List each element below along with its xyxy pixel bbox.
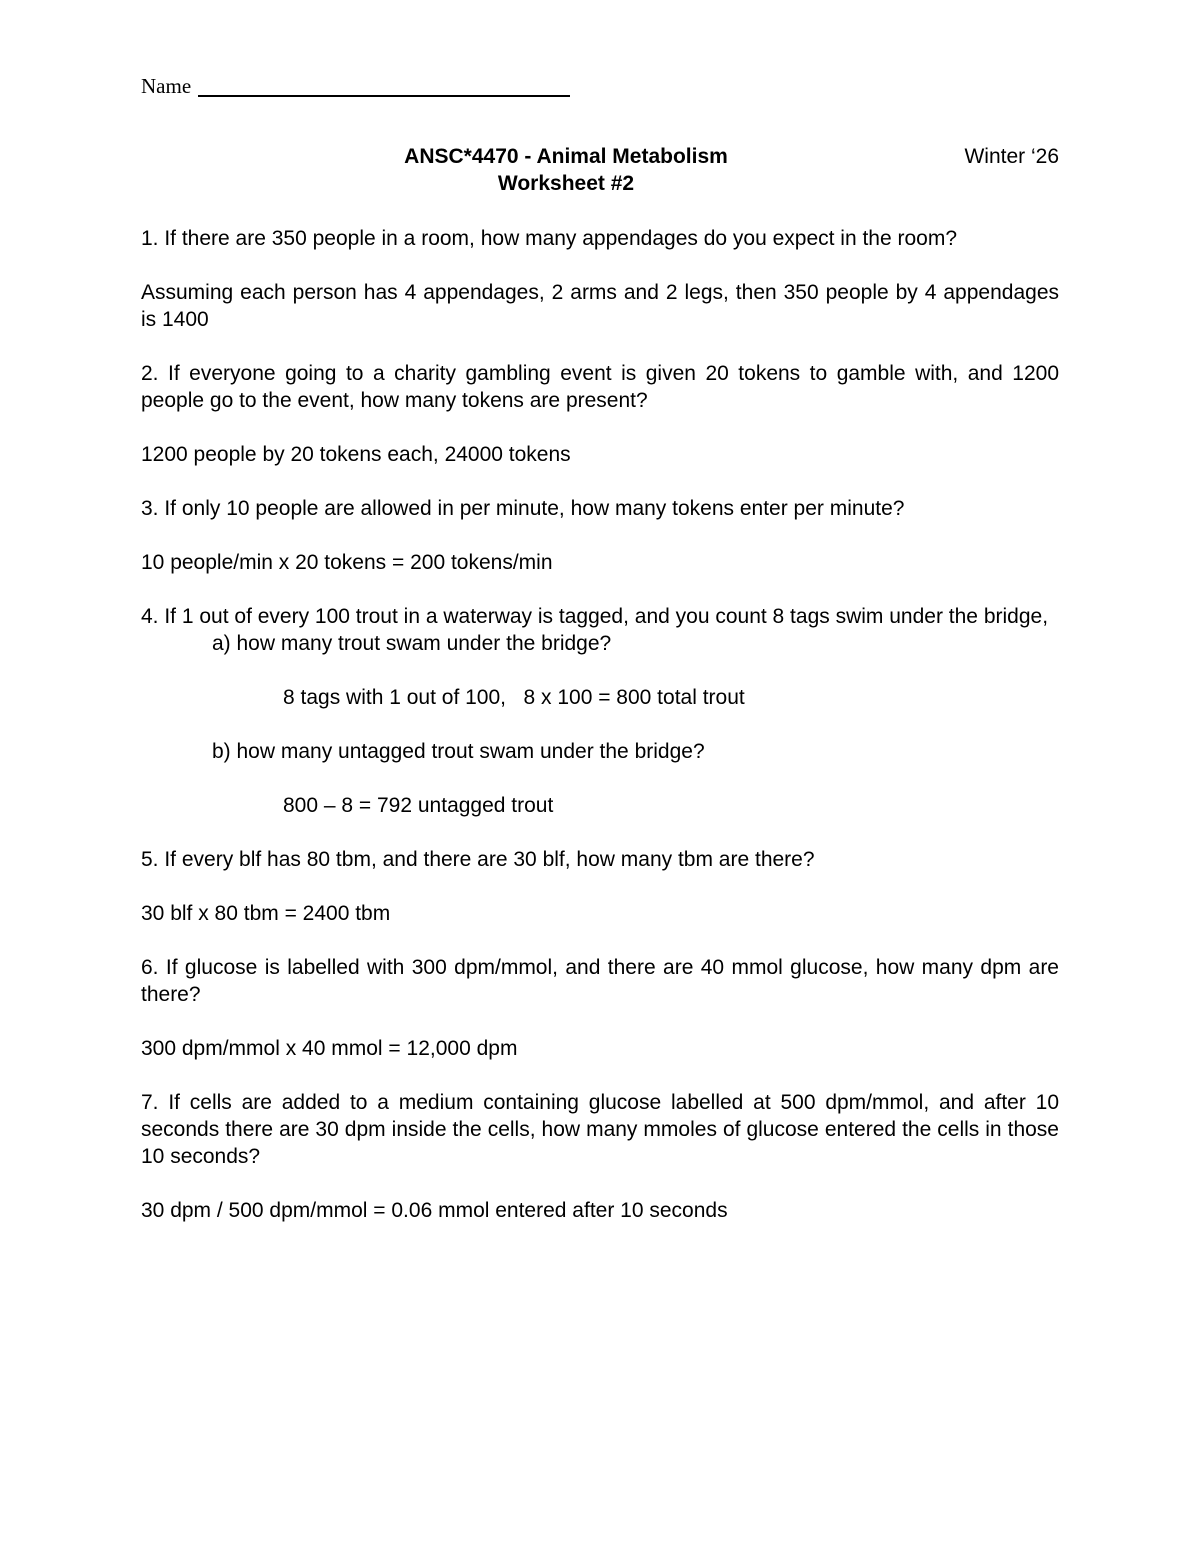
name-field-row [141, 74, 570, 98]
course-title: ANSC*4470 - Animal Metabolism [404, 145, 728, 168]
answer-1: Assuming each person has 4 appendages, 2 arms and 2 legs, then 350 people by 4 appendages is 1400 [141, 281, 1059, 331]
worksheet-header [141, 143, 1059, 197]
question-4: 4. If 1 out of every 100 trout in a waterway is tagged, and you count 8 tags swim under the bridge, [141, 605, 1049, 628]
question-1: 1. If there are 350 people in a room, how many appendages do you expect in the room? [141, 227, 958, 250]
answer-7: 30 dpm / 500 dpm/mmol = 0.06 mmol entered after 10 seconds [141, 1199, 728, 1222]
question-5: 5. If every blf has 80 tbm, and there are 30 blf, how many tbm are there? [141, 848, 815, 871]
answer-5: 30 blf x 80 tbm = 2400 tbm [141, 902, 391, 925]
question-4a: a) how many trout swam under the bridge? [212, 632, 612, 655]
question-3: 3. If only 10 people are allowed in per minute, how many tokens enter per minute? [141, 497, 905, 520]
question-2: 2. If everyone going to a charity gambling event is given 20 tokens to gamble with, and 1200 people go to the event, how many tokens are present? [141, 362, 1059, 412]
worksheet-body [141, 225, 1059, 1224]
term-label: Winter ‘26 [964, 145, 1059, 168]
answer-3: 10 people/min x 20 tokens = 200 tokens/min [141, 551, 553, 574]
question-7: 7. If cells are added to a medium containing glucose labelled at 500 dpm/mmol, and after 10 seconds there are 30 dpm inside the cells, how many mmoles of glucose entered the cells in those 10 seconds? [141, 1091, 1059, 1168]
answer-2: 1200 people by 20 tokens each, 24000 tokens [141, 443, 571, 466]
name-label: Name [141, 74, 192, 98]
worksheet-title: Worksheet #2 [497, 172, 635, 195]
question-6: 6. If glucose is labelled with 300 dpm/mmol, and there are 40 mmol glucose, how many dpm are there? [141, 956, 1059, 1006]
question-4b: b) how many untagged trout swam under the bridge? [212, 740, 705, 763]
name-blank-line [198, 95, 570, 97]
answer-4b: 800 – 8 = 792 untagged trout [283, 794, 554, 817]
answer-4a: 8 tags with 1 out of 100, 8 x 100 = 800 total trout [283, 686, 745, 709]
answer-6: 300 dpm/mmol x 40 mmol = 12,000 dpm [141, 1037, 518, 1060]
